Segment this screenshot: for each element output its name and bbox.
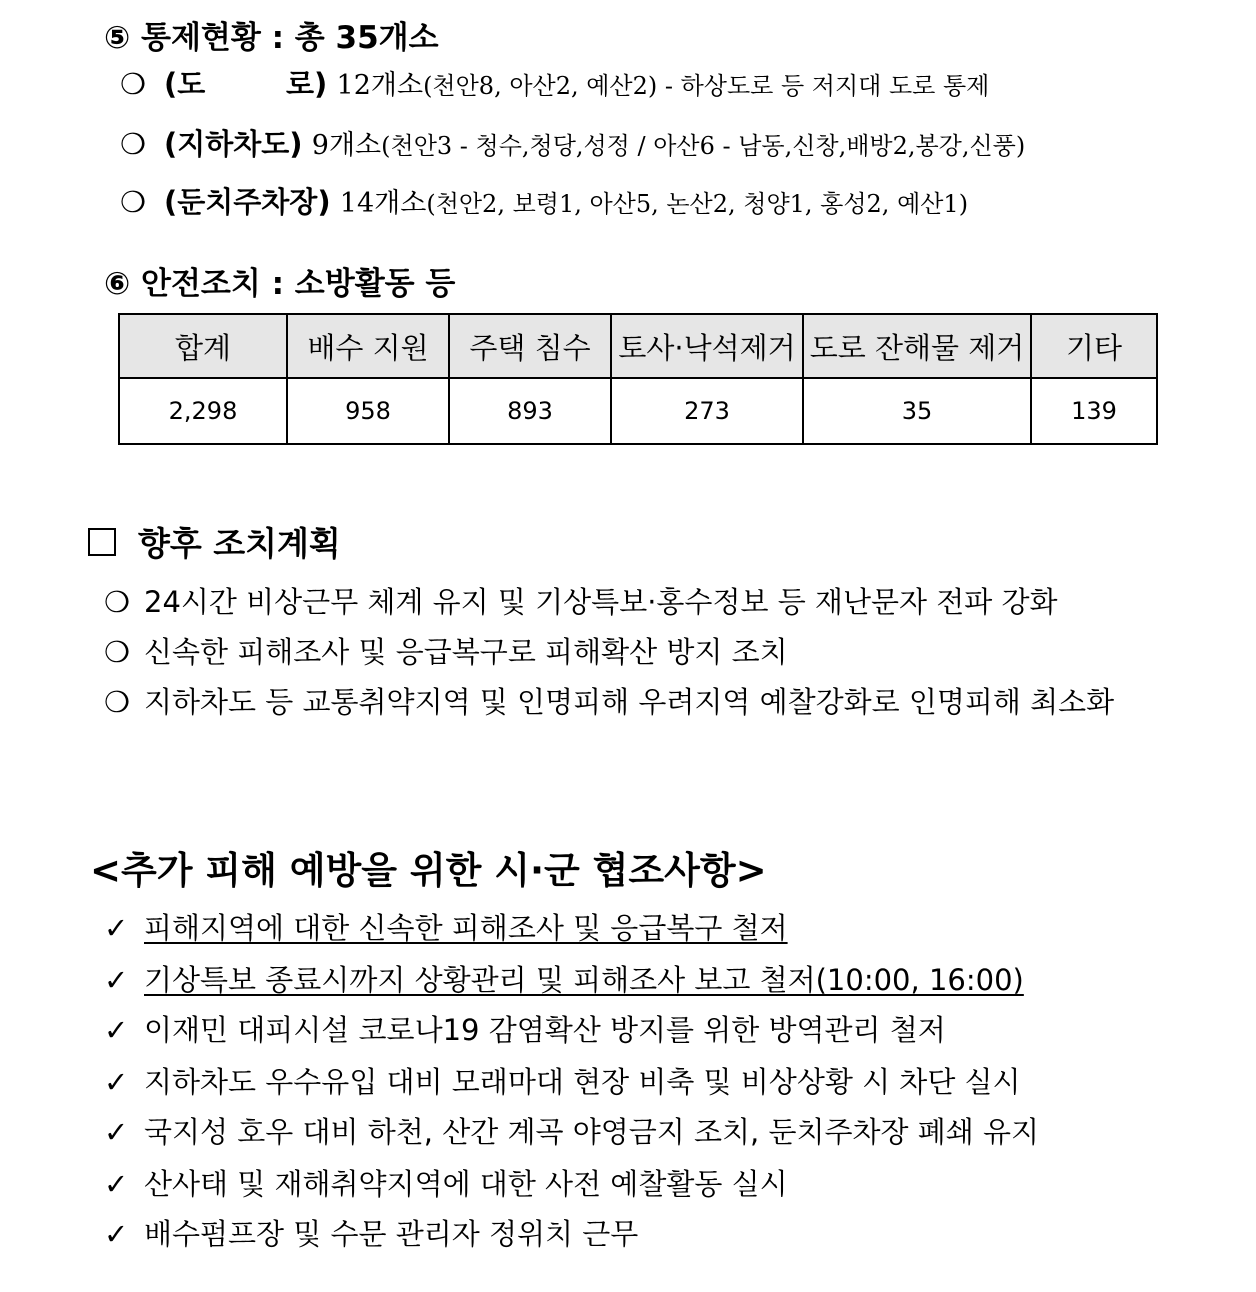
control-status-heading: ⑤ 통제현황 : 총 35개소 — [104, 20, 439, 56]
cooperation-item-text: 지하차도 우수유입 대비 모래마대 현장 비축 및 비상상황 시 차단 실시 — [144, 1065, 1021, 1099]
table-header-cell: 배수 지원 — [287, 314, 449, 378]
square-bullet-icon — [88, 528, 116, 556]
table-header-cell: 합계 — [119, 314, 287, 378]
table-row — [119, 378, 1157, 444]
cooperation-item-text: 기상특보 종료시까지 상황관리 및 피해조사 보고 철저(10:00, 16:00) — [144, 963, 1024, 997]
plan-item — [104, 680, 1114, 721]
check-icon: ✓ — [104, 1217, 129, 1251]
table-cell: 139 — [1031, 378, 1157, 444]
circle-bullet-icon: ❍ — [104, 585, 130, 619]
control-item-detail: (천안2, 보령1, 아산5, 논산2, 청양1, 홍성2, 예산1) — [426, 190, 969, 218]
control-item-label: (지하차도) — [164, 127, 303, 161]
table-header-row — [119, 314, 1157, 378]
control-item-count: 12개소 — [336, 70, 424, 101]
cooperation-item — [104, 958, 1024, 999]
plan-item — [104, 630, 788, 671]
table-header-cell: 토사·낙석제거 — [611, 314, 803, 378]
control-item-detail: (천안8, 아산2, 예산2) - 하상도로 등 저지대 도로 통제 — [423, 72, 990, 100]
check-icon: ✓ — [104, 963, 129, 997]
plan-item-text: 신속한 피해조사 및 응급복구로 피해확산 방지 조치 — [144, 635, 788, 669]
table-cell: 958 — [287, 378, 449, 444]
cooperation-item-text: 피해지역에 대한 신속한 피해조사 및 응급복구 철저 — [144, 911, 788, 945]
cooperation-item-text: 국지성 호우 대비 하천, 산간 계곡 야영금지 조치, 둔치주차장 폐쇄 유지 — [144, 1115, 1040, 1149]
table-header-cell: 기타 — [1031, 314, 1157, 378]
check-icon: ✓ — [104, 1115, 129, 1149]
control-item-count: 9개소 — [311, 130, 382, 161]
cooperation-item — [104, 906, 788, 947]
cooperation-item-text: 배수펌프장 및 수문 관리자 정위치 근무 — [144, 1217, 639, 1251]
plan-item-text: 지하차도 등 교통취약지역 및 인명피해 우려지역 예찰강화로 인명피해 최소화 — [144, 685, 1115, 719]
circle-bullet-icon: ❍ — [104, 635, 130, 669]
control-item-detail: (천안3 - 청수,청당,성정 / 아산6 - 남동,신창,배방2,봉강,신풍) — [381, 132, 1026, 160]
future-plan-heading — [88, 518, 341, 565]
table-cell: 273 — [611, 378, 803, 444]
cooperation-item-text: 산사태 및 재해취약지역에 대한 사전 예찰활동 실시 — [144, 1167, 788, 1201]
table-cell: 893 — [449, 378, 611, 444]
cooperation-item — [104, 1212, 638, 1253]
check-icon: ✓ — [104, 1065, 129, 1099]
control-item-underpasses — [120, 122, 1025, 163]
control-item-roads — [120, 62, 989, 103]
check-icon: ✓ — [104, 911, 129, 945]
control-item-riverside-parking — [120, 180, 968, 221]
plan-item-text: 24시간 비상근무 체계 유지 및 기상특보·홍수정보 등 재난문자 전파 강화 — [144, 585, 1058, 619]
circle-bullet-icon: ❍ — [104, 685, 130, 719]
future-plan-title: 향후 조치계획 — [138, 524, 341, 563]
table-header-cell: 도로 잔해물 제거 — [803, 314, 1031, 378]
control-item-label: (둔치주차장) — [164, 185, 331, 219]
table-cell: 35 — [803, 378, 1031, 444]
safety-measures-heading: ⑥ 안전조치 : 소방활동 등 — [104, 266, 456, 302]
cooperation-item — [104, 1008, 946, 1049]
circle-bullet-icon: ❍ — [120, 127, 146, 161]
safety-measures-table — [118, 313, 1158, 445]
cooperation-item — [104, 1162, 788, 1203]
circle-bullet-icon: ❍ — [120, 185, 146, 219]
control-item-count: 14개소 — [339, 188, 427, 219]
cooperation-item — [104, 1110, 1039, 1151]
table-cell: 2,298 — [119, 378, 287, 444]
check-icon: ✓ — [104, 1167, 129, 1201]
cooperation-heading: <추가 피해 예방을 위한 시·군 협조사항> — [90, 849, 767, 892]
plan-item — [104, 580, 1057, 621]
cooperation-item — [104, 1060, 1021, 1101]
table-header-cell: 주택 침수 — [449, 314, 611, 378]
cooperation-item-text: 이재민 대피시설 코로나19 감염확산 방지를 위한 방역관리 철저 — [144, 1013, 946, 1047]
circle-bullet-icon: ❍ — [120, 67, 146, 101]
check-icon: ✓ — [104, 1013, 129, 1047]
control-item-label: (도 로) — [164, 67, 328, 101]
